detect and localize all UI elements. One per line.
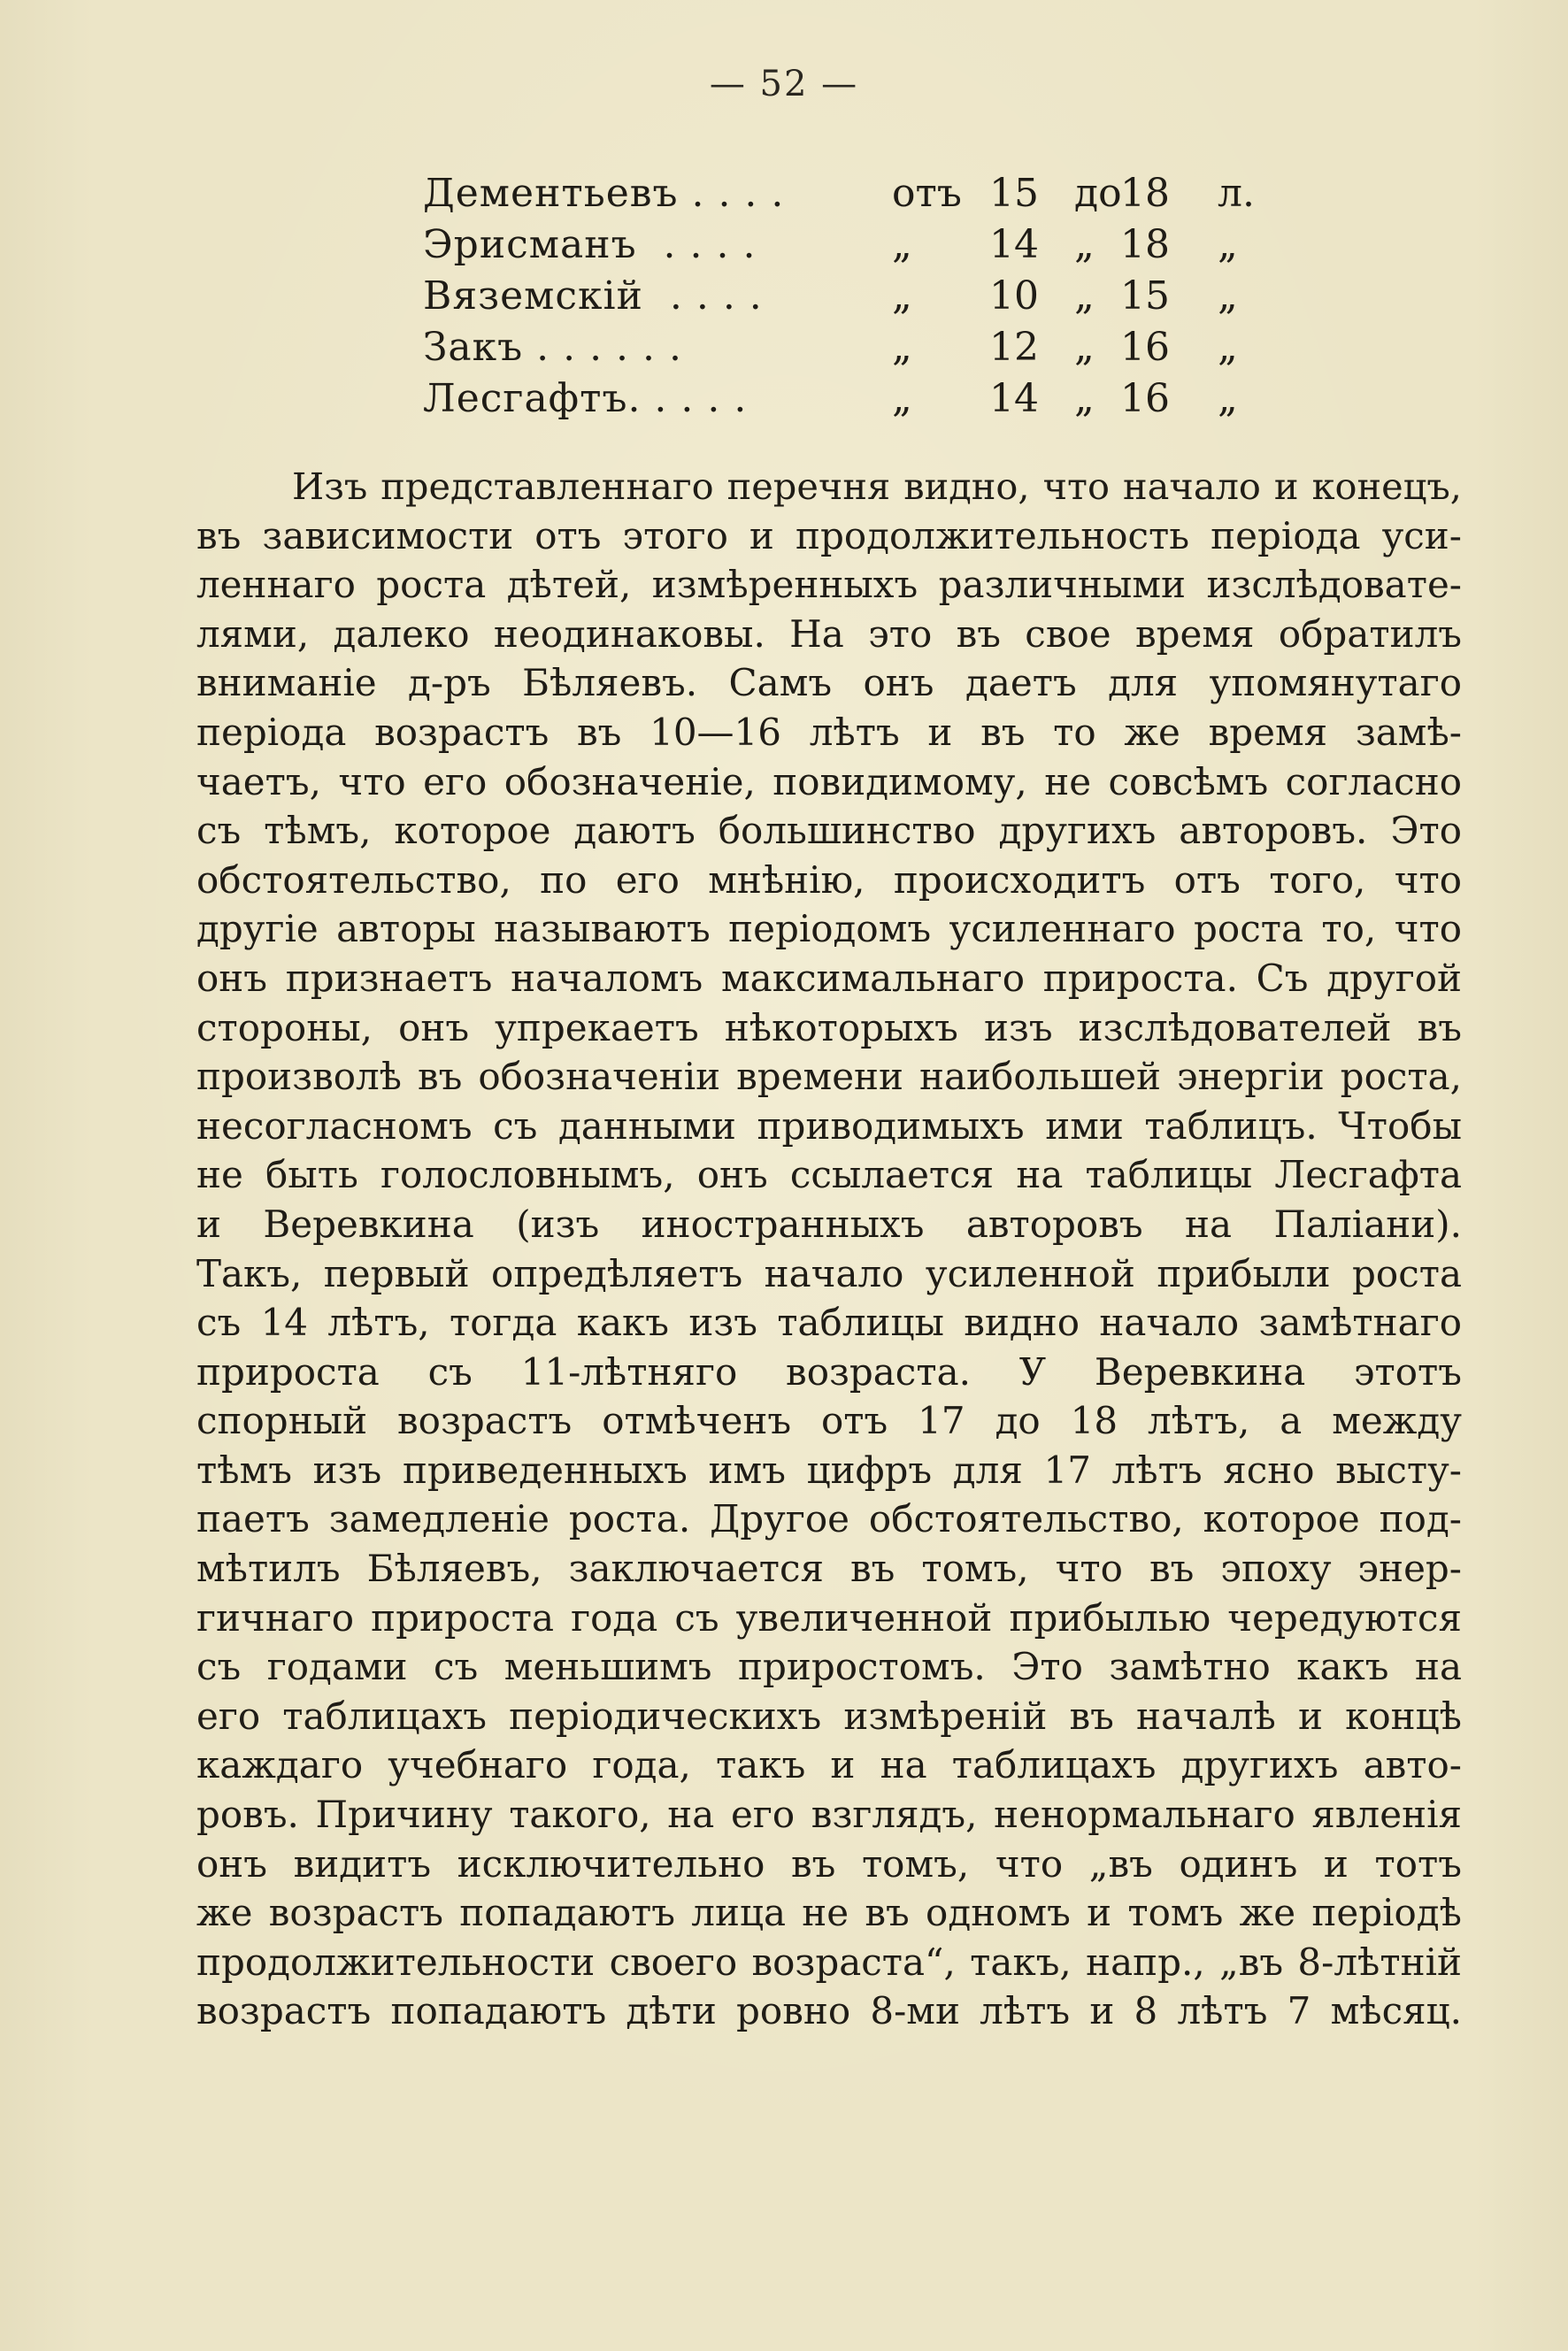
to-age: 16 — [1120, 376, 1170, 421]
text-line: его таблицахъ періодическихъ измѣреній въ началѣ и концѣ — [196, 1694, 1462, 1738]
to-word: „ — [1074, 273, 1095, 319]
text-line: обстоятельство, по его мнѣнію, происходитъ отъ того, что — [196, 857, 1462, 902]
to-word: „ — [1074, 376, 1095, 421]
unit: „ — [1218, 273, 1238, 319]
from-age: 14 — [989, 376, 1039, 421]
text-line: Такъ, первый опредѣляетъ начало усиленной прибыли роста — [196, 1251, 1462, 1295]
text-line: чаетъ, что его обозначеніе, повидимому, не совсѣмъ согласно — [196, 759, 1462, 803]
author-name: Эрисманъ . . . . — [423, 222, 757, 267]
text-line: прироста съ 11-лѣтняго возраста. У Веревкина этотъ — [196, 1349, 1462, 1394]
unit: „ — [1218, 376, 1238, 421]
text-line: каждаго учебнаго года, такъ и на таблицахъ другихъ авто- — [196, 1743, 1462, 1787]
text-line: леннаго роста дѣтей, измѣренныхъ различными изслѣдовате- — [196, 563, 1462, 607]
text-line: стороны, онъ упрекаетъ нѣкоторыхъ изъ изслѣдователей въ — [196, 1005, 1462, 1049]
text-line: не быть голословнымъ, онъ ссылается на таблицы Лесгафта — [196, 1153, 1462, 1197]
to-age: 16 — [1120, 325, 1170, 370]
from-age: 15 — [989, 171, 1039, 216]
author-name: Закъ . . . . . . — [423, 325, 682, 370]
text-line: спорный возрастъ отмѣченъ отъ 17 до 18 лѣтъ, а между — [196, 1399, 1462, 1443]
text-line: продолжительности своего возраста“, такъ, напр., „въ 8-лѣтній — [196, 1940, 1462, 1984]
text-line: вниманіе д-ръ Бѣляевъ. Самъ онъ даетъ для упомянутаго — [196, 661, 1462, 705]
unit: „ — [1218, 325, 1238, 370]
to-age: 15 — [1120, 273, 1170, 319]
text-line: же возрастъ попадаютъ лица не въ одномъ и томъ же періодѣ — [196, 1891, 1462, 1935]
text-line: паетъ замедленіе роста. Другое обстоятельство, которое под- — [196, 1497, 1462, 1541]
text-line: онъ видитъ исключительно въ томъ, что „въ одинъ и тотъ — [196, 1841, 1462, 1886]
from-word: отъ — [892, 171, 962, 216]
text-line: лями, далеко неодинаковы. На это въ свое время обратилъ — [196, 611, 1462, 656]
text-line: другіе авторы называютъ періодомъ усиленнаго роста то, что — [196, 907, 1462, 951]
text-line: періода возрастъ въ 10—16 лѣтъ и въ то же время замѣ- — [196, 710, 1462, 754]
age-table — [423, 168, 1272, 425]
author-name: Вяземскій . . . . — [423, 273, 763, 319]
text-line: возрастъ попадаютъ дѣти ровно 8-ми лѣтъ и 8 лѣтъ 7 мѣсяц. — [196, 1989, 1462, 2033]
from-age: 12 — [989, 325, 1039, 370]
to-word: „ — [1074, 325, 1095, 370]
from-age: 10 — [989, 273, 1039, 319]
text-line: съ 14 лѣтъ, тогда какъ изъ таблицы видно начало замѣтнаго — [196, 1301, 1462, 1345]
text-line: онъ признаетъ началомъ максимальнаго прироста. Съ другой — [196, 956, 1462, 1000]
from-word: „ — [892, 273, 912, 319]
from-age: 14 — [989, 222, 1039, 267]
text-line: тѣмъ изъ приведенныхъ имъ цифръ для 17 лѣтъ ясно высту- — [196, 1448, 1462, 1492]
to-age: 18 — [1120, 222, 1170, 267]
table-row — [423, 271, 1272, 322]
text-line: гичнаго прироста года съ увеличенной прибылью чередуются — [196, 1595, 1462, 1640]
body-paragraph — [196, 462, 1462, 2036]
text-line: съ тѣмъ, которое даютъ большинство другихъ авторовъ. Это — [196, 809, 1462, 853]
from-word: „ — [892, 325, 912, 370]
text-line: ровъ. Причину такого, на его взглядъ, ненормальнаго явленія — [196, 1793, 1462, 1837]
text-line: несогласномъ съ данными приводимыхъ ими таблицъ. Чтобы — [196, 1103, 1462, 1148]
text-line: мѣтилъ Бѣляевъ, заключается въ томъ, что въ эпоху энер- — [196, 1547, 1462, 1591]
text-line: въ зависимости отъ этого и продолжительность періода уси- — [196, 513, 1462, 557]
to-word: „ — [1074, 222, 1095, 267]
author-name: Дементьевъ . . . . — [423, 171, 785, 216]
table-row — [423, 322, 1272, 373]
to-word: до — [1074, 171, 1122, 216]
text-line: и Веревкина (изъ иностранныхъ авторовъ на Паліани). — [196, 1202, 1462, 1246]
unit: л. — [1218, 171, 1255, 216]
text-line: Изъ представленнаго перечня видно, что начало и конецъ, — [292, 465, 1462, 508]
text-line: произволѣ въ обозначеніи времени наибольшей энергіи роста, — [196, 1055, 1462, 1099]
unit: „ — [1218, 222, 1238, 267]
table-row — [423, 168, 1272, 219]
text-line: съ годами съ меньшимъ приростомъ. Это замѣтно какъ на — [196, 1645, 1462, 1689]
table-row — [423, 373, 1272, 425]
from-word: „ — [892, 376, 912, 421]
to-age: 18 — [1120, 171, 1170, 216]
author-name: Лесгафтъ. . . . . — [423, 376, 748, 421]
table-row — [423, 219, 1272, 271]
from-word: „ — [892, 222, 912, 267]
page-number: — 52 — — [709, 64, 859, 104]
